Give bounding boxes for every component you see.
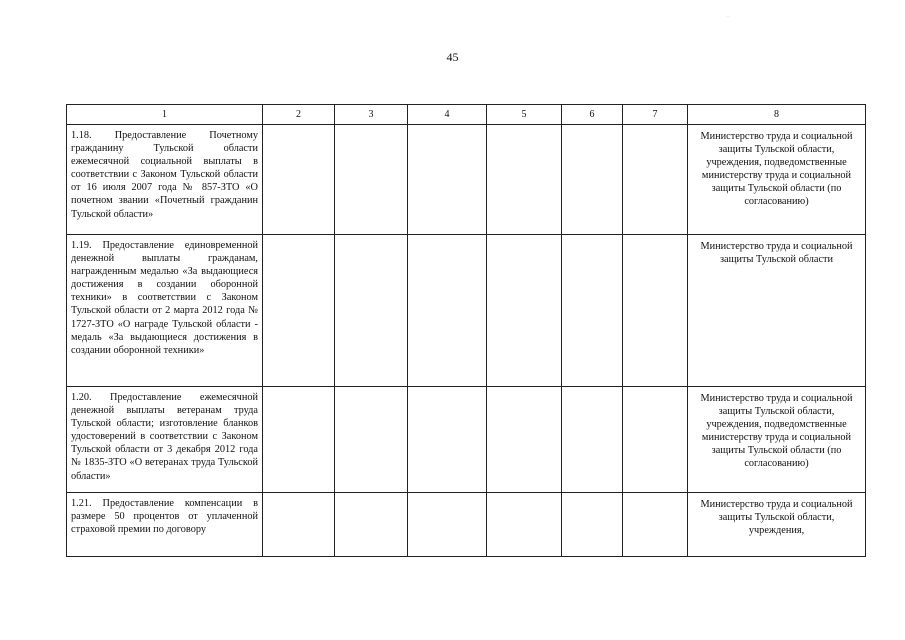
empty-cell <box>623 125 688 235</box>
column-header-1: 1 <box>67 105 263 125</box>
measures-table <box>66 104 866 557</box>
empty-cell <box>623 493 688 557</box>
measure-text: 1.21. Предоставление компенсации в размере 50 процентов от уплаченной страховой премии по договору <box>71 498 258 536</box>
empty-cell <box>487 493 562 557</box>
measure-cell <box>67 387 263 493</box>
executor-cell <box>688 493 866 557</box>
empty-cell <box>408 493 487 557</box>
table-header-row <box>67 105 866 125</box>
empty-cell <box>335 493 408 557</box>
measure-cell <box>67 125 263 235</box>
measure-text: 1.18. Предоставление Почетному гражданину Тульской области ежемесячной социальной выплаты в соответствии с Законом Тульской области от 16 июля 2007 года № 857-ЗТО «О почетном звании «Почетный гражданин Тульской области» <box>71 130 258 220</box>
measure-cell <box>67 235 263 387</box>
column-header-6: 6 <box>562 105 623 125</box>
empty-cell <box>623 387 688 493</box>
column-header-7: 7 <box>623 105 688 125</box>
empty-cell <box>263 125 335 235</box>
executor-cell: Министерство труда и социальной защиты Тульской области, учреждения, подведомственные министерству труда и социальной защиты Тульской области (по согласованию) <box>688 387 866 493</box>
page-number: 45 <box>446 50 459 64</box>
empty-cell <box>487 387 562 493</box>
empty-cell <box>408 235 487 387</box>
table-row <box>67 235 866 387</box>
table-row <box>67 493 866 557</box>
column-header-4: 4 <box>408 105 487 125</box>
empty-cell <box>335 125 408 235</box>
empty-cell <box>335 387 408 493</box>
empty-cell <box>263 493 335 557</box>
empty-cell <box>408 125 487 235</box>
measure-text: 1.20. Предоставление ежемесячной денежной выплаты ветеранам труда Тульской области; изготовление бланков удостоверений в соответствии с Законом Тульской области от 3 декабря 2012 года № 1835-ЗТО «О ветеранах труда Тульской области» <box>71 392 258 482</box>
empty-cell <box>487 125 562 235</box>
empty-cell <box>562 493 623 557</box>
executor-cell: Министерство труда и социальной защиты Тульской области <box>688 235 866 387</box>
empty-cell <box>263 387 335 493</box>
empty-cell <box>562 235 623 387</box>
empty-cell <box>562 387 623 493</box>
column-header-8: 8 <box>688 105 866 125</box>
executor-text: Министерство труда и социальной защиты Тульской области, учреждения, <box>700 499 853 537</box>
empty-cell <box>623 235 688 387</box>
table-row <box>67 125 866 235</box>
measure-cell <box>67 493 263 557</box>
measure-text: 1.19. Предоставление единовременной денежной выплаты гражданам, награжденным медалью «За выдающиеся достижения в создании оборонной техники» в соответствии с Законом Тульской области от 2 марта 2012 года № 1727-ЗТО «О награде Тульской области - медаль «За выдающиеся достижения в создании оборонной техники» <box>71 240 258 356</box>
empty-cell <box>487 235 562 387</box>
executor-cell: Министерство труда и социальной защиты Тульской области, учреждения, подведомственные министерству труда и социальной защиты Тульской области (по согласованию) <box>688 125 866 235</box>
column-header-5: 5 <box>487 105 562 125</box>
column-header-2: 2 <box>263 105 335 125</box>
corner-mark: · <box>727 14 729 20</box>
empty-cell <box>335 235 408 387</box>
empty-cell <box>408 387 487 493</box>
empty-cell <box>263 235 335 387</box>
empty-cell <box>562 125 623 235</box>
table-row <box>67 387 866 493</box>
column-header-3: 3 <box>335 105 408 125</box>
